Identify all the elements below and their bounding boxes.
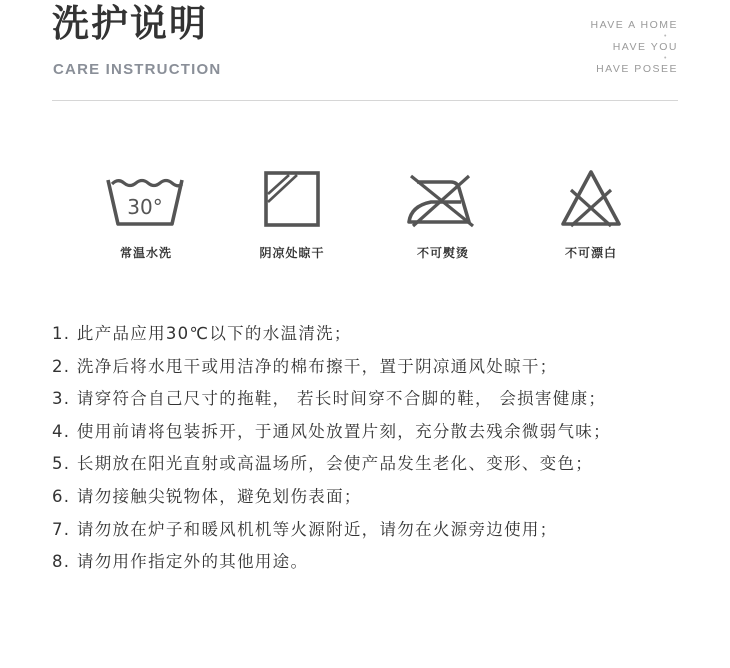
dot-icon: • [664, 33, 668, 40]
do-not-bleach-icon [549, 168, 633, 230]
dot-icon: • [664, 55, 668, 62]
symbol-label-no-bleach: 不可漂白 [564, 246, 617, 260]
care-symbol-shade-dry [232, 168, 352, 261]
instruction-item: 1. 此产品应用30℃以下的水温清洗； [52, 324, 352, 343]
instruction-item: 7. 请勿放在炉子和暖风机机等火源附近，请勿在火源旁边使用； [52, 519, 558, 539]
instruction-item: 2. 洗净后将水甩干或用洁净的棉布擦干，置于阴凉通风处晾干； [52, 356, 558, 376]
page-subtitle: CARE INSTRUCTION [53, 61, 222, 78]
do-not-iron-icon [401, 168, 485, 230]
care-symbol-no-bleach [531, 168, 651, 261]
instruction-item: 6. 请勿接触尖锐物体，避免划伤表面； [52, 486, 362, 506]
instruction-item: 3. 请穿符合自己尺寸的拖鞋， 若长时间穿不合脚的鞋， 会损害健康； [52, 389, 607, 409]
care-symbol-no-iron [383, 168, 503, 261]
page-title: 洗护说明 [52, 2, 208, 45]
care-symbol-wash [86, 168, 206, 261]
tagline-line-2: HAVE YOU [612, 41, 678, 53]
care-instruction-list [52, 318, 611, 579]
washing-basin-30-icon [104, 168, 188, 230]
tagline-line-3: HAVE POSEE [596, 63, 678, 75]
symbol-label-shade-dry: 阴凉处晾干 [259, 246, 325, 260]
brand-tagline [591, 20, 679, 75]
instruction-item: 4. 使用前请将包装拆开，于通风处放置片刻，充分散去残余微弱气味； [52, 421, 611, 441]
dry-in-shade-icon [250, 168, 334, 230]
symbol-label-no-iron: 不可熨烫 [416, 246, 469, 260]
instruction-item: 5. 长期放在阳光直射或高温场所，会使产品发生老化、变形、变色； [52, 454, 594, 474]
header-divider [52, 100, 678, 101]
instruction-item: 8. 请勿用作指定外的其他用途。 [52, 552, 309, 572]
tagline-line-1: HAVE A HOME [590, 19, 678, 31]
wash-temperature: 30° [127, 195, 163, 219]
symbol-label-wash: 常温水洗 [119, 246, 172, 260]
